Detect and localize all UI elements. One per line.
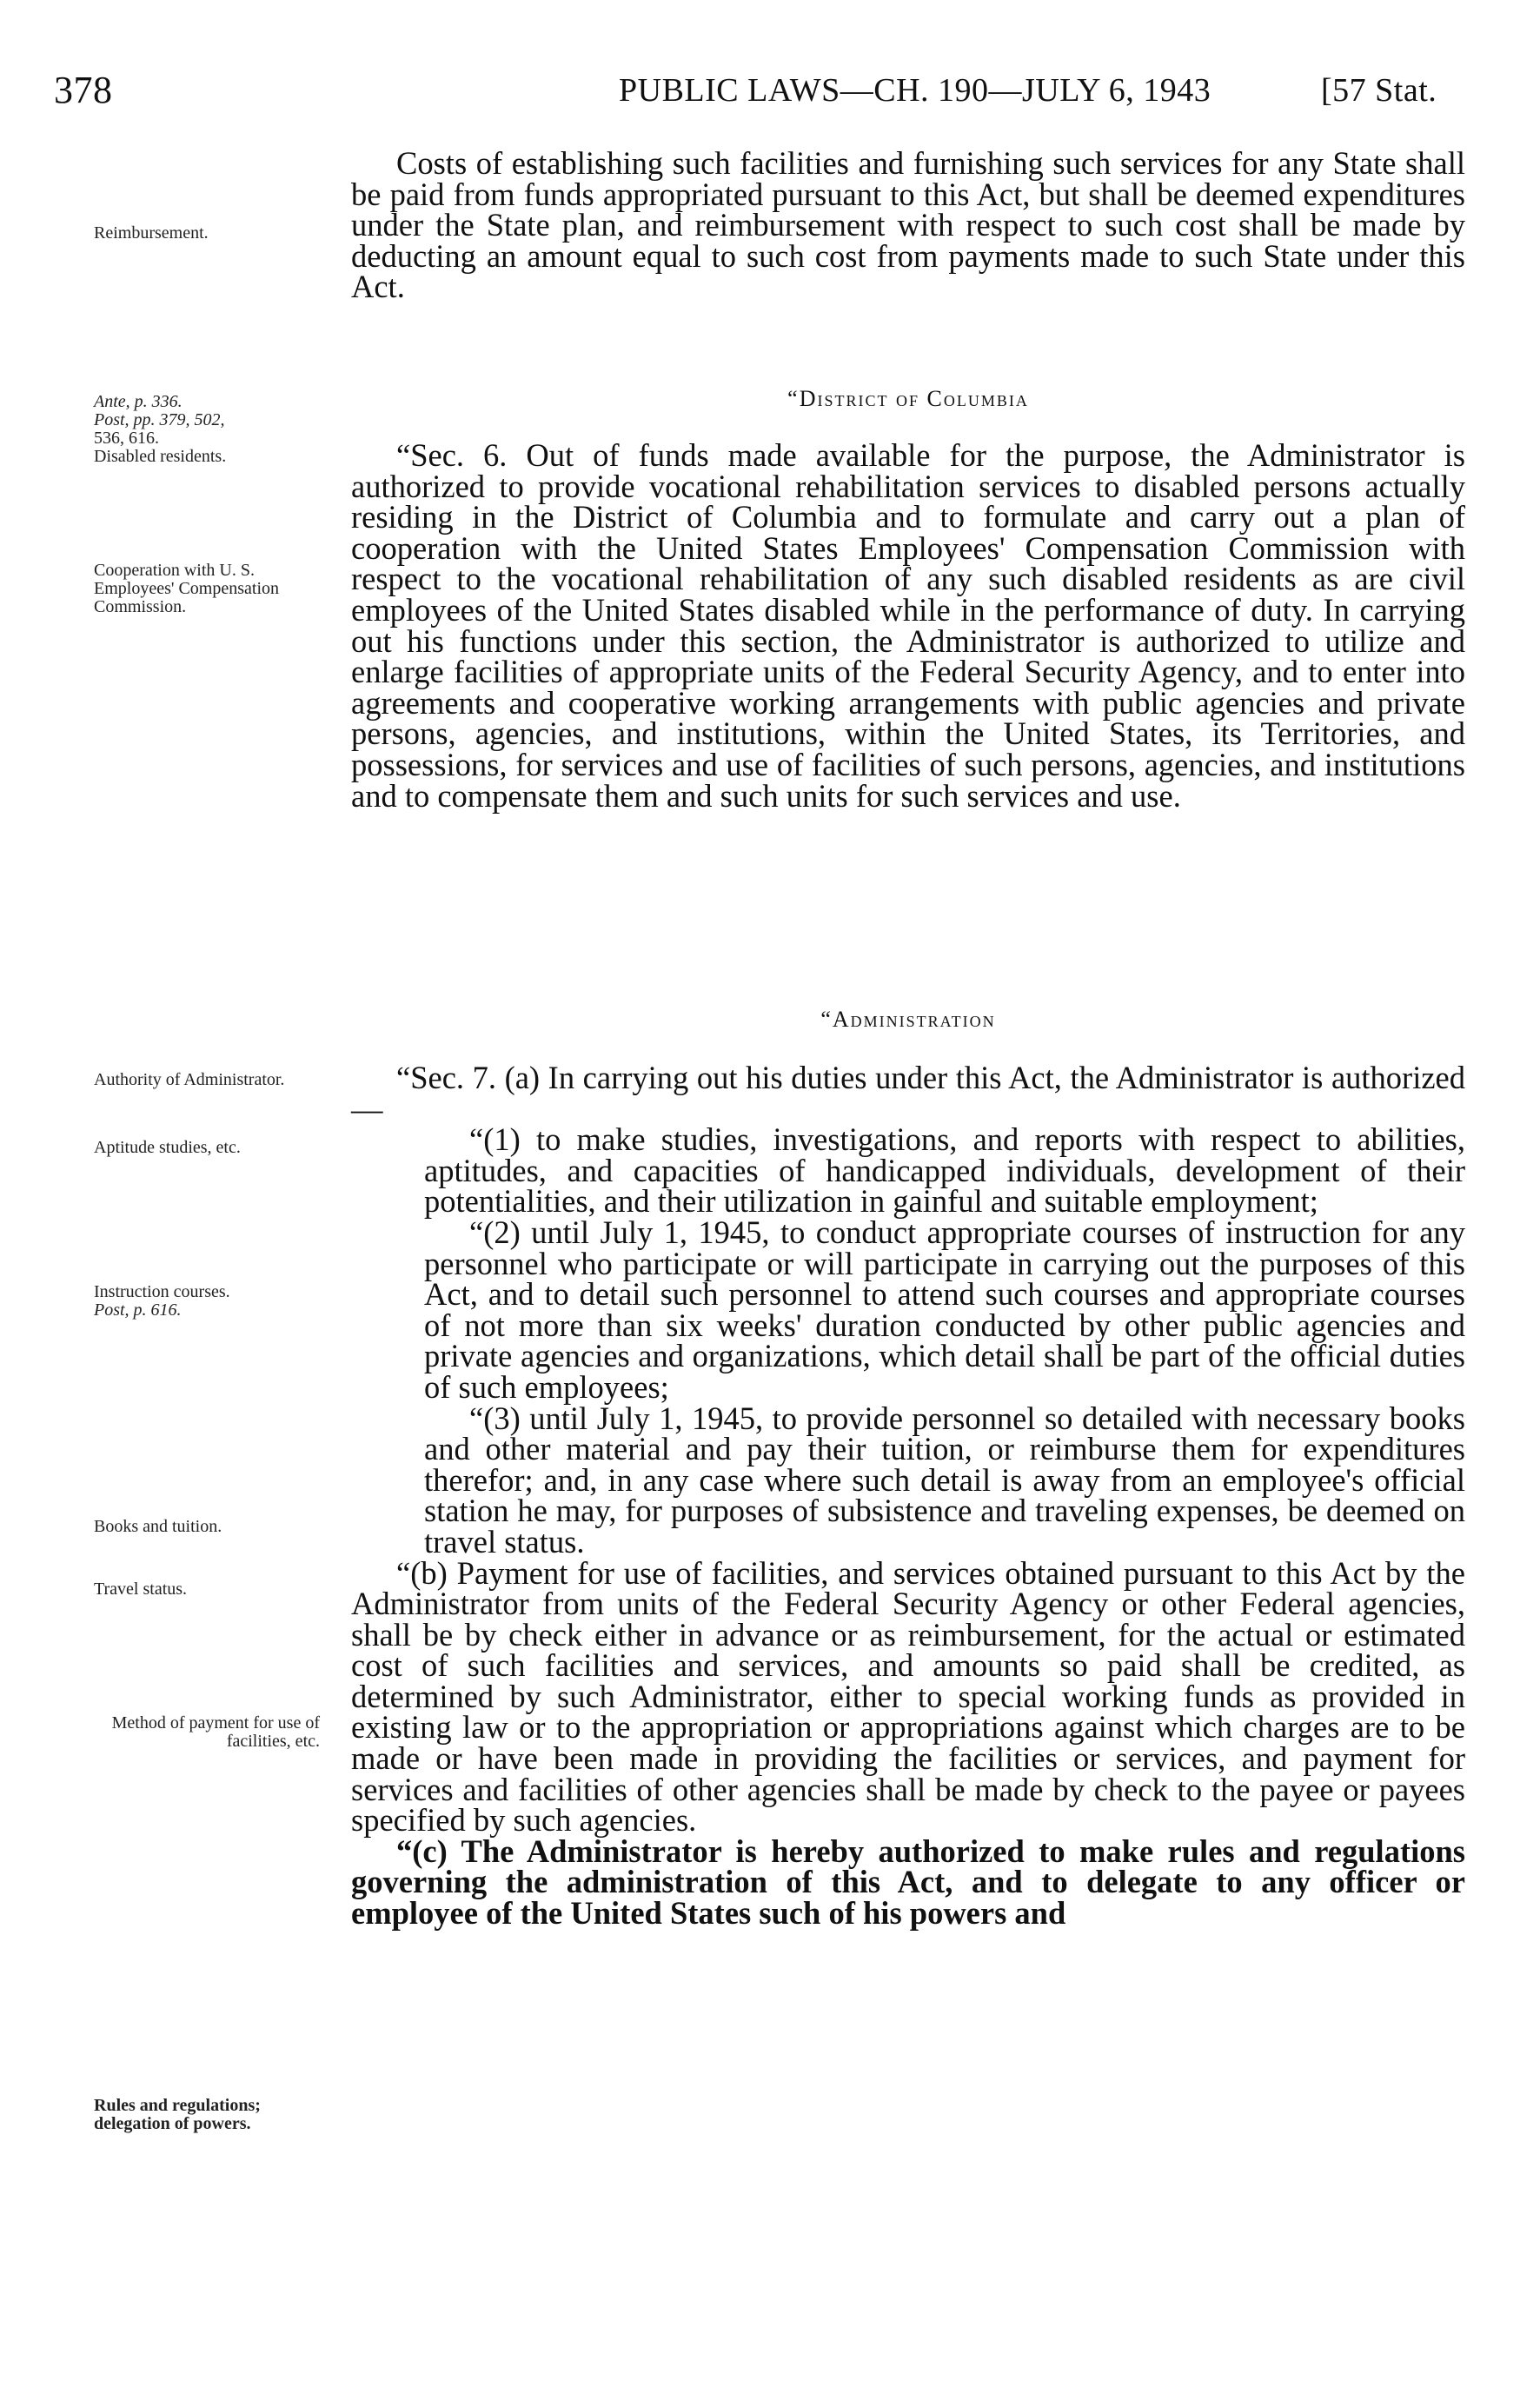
page-number: 378	[54, 69, 113, 111]
sec7c-text: “(c) The Administrator is hereby authorized to make rules and regulations governing the administration of this Act, and to delegate to any officer or employee of the United States such of his powers and	[351, 1832, 1465, 1932]
margin-note-aptitude: Aptitude studies, etc.	[94, 1138, 241, 1157]
section-7	[351, 1060, 1465, 1932]
running-title: PUBLIC LAWS—CH. 190—JULY 6, 1943	[619, 72, 1211, 109]
sec6-text: “Sec. 6. Out of funds made available for the purpose, the Administrator is authorized to provide vocational rehabilitation services to disabled persons actually residing in the District of Columbia and to formulate and carry out a plan of cooperation with the United States Employees' Compensation Commission with respect to the vocational rehabilitation of any such disabled residents as are civil employees of the United States disabled while in the performance of duty. In carrying out his functions under this section, the Administrator is authorized to utilize and enlarge facilities of appropriate units of the Federal Security Agency, and to enter into agreements and cooperative working arrangements with public agencies and private persons, agencies, and institutions, within the United States, its Territories, and possessions, for services and use of facilities of such persons, agencies, and institutions and to compensate them and such units for such services and use.	[351, 437, 1465, 814]
margin-note-books: Books and tuition.	[94, 1517, 222, 1536]
margin-note-instruction-courses: Instruction courses.	[94, 1282, 230, 1301]
volume-reference: [57 Stat.	[1321, 72, 1437, 109]
margin-note-disabled-residents: Disabled residents.	[94, 447, 227, 466]
section-6	[351, 437, 1465, 814]
margin-note-post: Post, pp. 379, 502,	[94, 410, 225, 429]
margin-note-authority: Authority of Administrator.	[94, 1070, 285, 1089]
sec7a-text: “Sec. 7. (a) In carrying out his duties under this Act, the Administrator is authorized—	[351, 1060, 1465, 1127]
sec7b-text: “(b) Payment for use of facilities, and services obtained pursuant to this Act by the Administrator from units of the Federal Security Agency or other Federal agencies, shall be by check either in advance or as reimbursement, for the actual or estimated cost of such facilities and services, and amounts so paid shall be credited, as determined by such Administrator, either to special working funds as provided in existing law or to the appropriation or appropriations against which charges are to be made or have been made in providing the facilities or services, and payment for services and facilities of other agencies shall be made by check to the payee or payees specified by such agencies.	[351, 1554, 1465, 1839]
costs-text: Costs of establishing such facilities and furnishing such services for any State shall be paid from funds appropriated pursuant to this Act, but shall be deemed expenditures under the State plan, and reimbursement with respect to such cost shall be made by deducting an amount equal to such cost from payments made to such State under this Act.	[351, 145, 1465, 305]
margin-note-rules: Rules and regulations; delegation of powers.	[94, 2096, 261, 2133]
margin-note-ante-post	[94, 393, 339, 466]
heading-district-of-columbia: “District of Columbia	[787, 386, 1029, 411]
sec7-item3-text: “(3) until July 1, 1945, to provide personnel so detailed with necessary books and other material and pay their tuition, or reimburse them for expenditures therefor; and, in any case where such detail is away from an employee's official station he may, for purposes of subsistence and traveling expenses, be deemed on travel status.	[424, 1400, 1465, 1560]
margin-note-post-2: 536, 616.	[94, 429, 159, 448]
margin-note-cooperation: Cooperation with U. S. Employees' Compensation Commission.	[94, 561, 280, 616]
heading-administration: “Administration	[820, 1007, 996, 1032]
sec7-item2-text: “(2) until July 1, 1945, to conduct appropriate courses of instruction for any personnel who participate or will participate in carrying out the purposes of this Act, and to detail such personnel to attend such courses and appropriate courses of not more than six weeks' duration conducted by other public agencies and private agencies and organizations, which detail shall be part of the official duties of such employees;	[424, 1214, 1465, 1405]
paragraph-costs	[351, 145, 1465, 305]
margin-note-reimbursement: Reimbursement.	[94, 223, 209, 243]
sec7-item1-text: “(1) to make studies, investigations, and reports with respect to abilities, aptitudes, and capacities of handicapped individuals, development of their potentialities, and their utilization in gainful and suitable employment;	[424, 1121, 1465, 1220]
margin-note-instruction	[94, 1283, 339, 1320]
margin-note-instruction-post: Post, p. 616.	[94, 1300, 182, 1320]
margin-note-travel: Travel status.	[94, 1580, 188, 1599]
margin-note-method: Method of payment for use of facilities, etc.	[111, 1713, 320, 1751]
margin-note-ante: Ante, p. 336.	[94, 392, 183, 411]
